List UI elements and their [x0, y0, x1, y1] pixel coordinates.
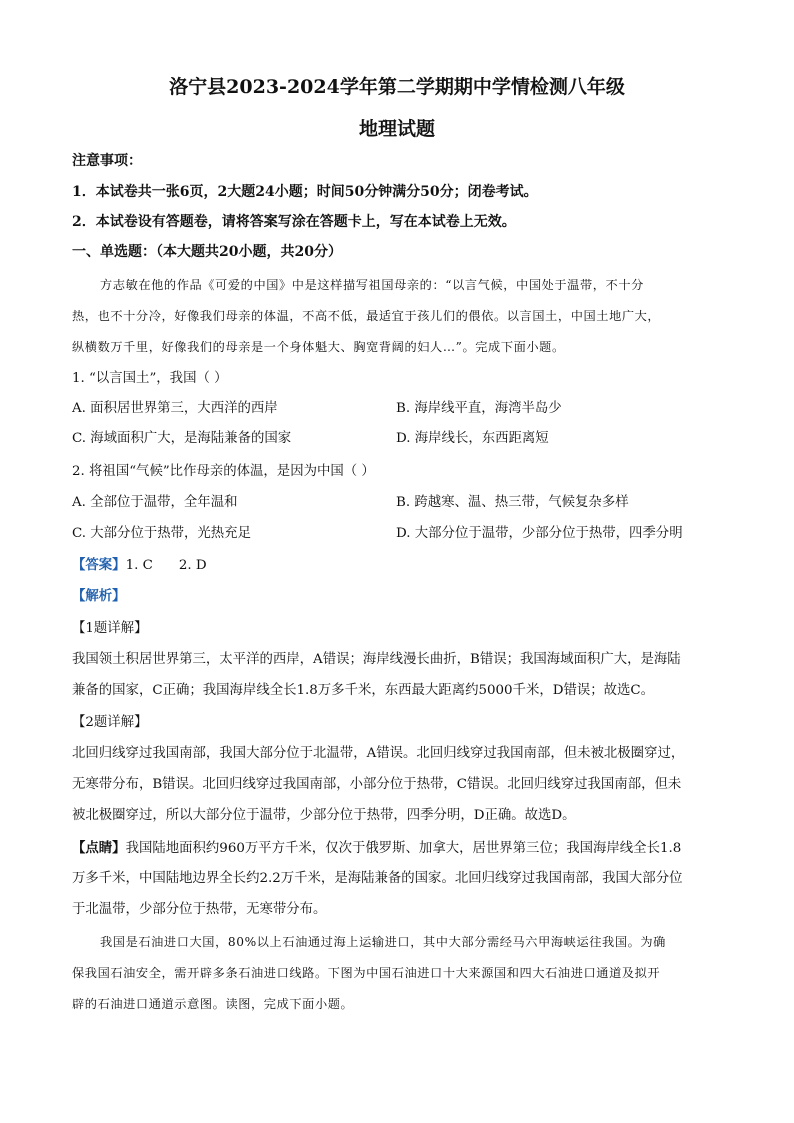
detail2-line-3: 被北极圈穿过，所以大部分位于温带，少部分位于热带，四季分明，D正确。故选D。	[72, 808, 576, 823]
notice-item-2: 2．本试卷设有答题卷，请将答案写涂在答题卡上，写在本试卷上无效。	[72, 214, 516, 230]
point-line-1	[72, 837, 722, 860]
analysis-tag: 【解析】	[72, 588, 126, 604]
detail2-line-1: 北回归线穿过我国南部，我国大部分位于北温带，A错误。北回归线穿过我国南部，但未被北极圈穿过，	[72, 746, 685, 761]
point-line-3: 于北温带，少部分位于热带，无寒带分布。	[72, 902, 327, 917]
passage1-line-2: 热，也不十分冷，好像我们母亲的体温，不高不低，最适宜于孩儿们的偎依。以言国土，中国土地广大，	[72, 309, 661, 323]
answer-line	[72, 554, 722, 577]
passage2-line-3: 辟的石油进口通道示意图。读图，完成下面小题。	[72, 997, 354, 1011]
detail1-heading: 【1题详解】	[72, 621, 148, 636]
passage1-line-3: 纵横数万千里，好像我们的母亲是一个身体魁大、胸宽背阔的妇人…”。完成下面小题。	[72, 340, 565, 354]
question2-option-d: D. 大部分位于温带，少部分位于热带，四季分明	[396, 526, 683, 541]
question2-option-c: C. 大部分位于热带，光热充足	[72, 526, 251, 541]
exam-title: 洛宁县2023-2024学年第二学期期中学情检测八年级	[169, 76, 625, 98]
question2-option-a: A. 全部位于温带，全年温和	[72, 495, 238, 510]
passage1-line-1: 方志敏在他的作品《可爱的中国》中是这样描写祖国母亲的：“以言气候，中国处于温带，不十分	[100, 278, 644, 292]
passage2-line-1: 我国是石油进口大国，80%以上石油通过海上运输进口，其中大部分需经马六甲海峡运往我国。为确	[100, 935, 666, 949]
point-line-2: 万多千米，中国陆地边界全长约2.2万千米，是海陆兼备的国家。北回归线穿过我国南部，我国大部分位	[72, 871, 683, 886]
question1-stem: 1. “以言国土”，我国（ ）	[72, 371, 228, 386]
answer-2: 2. D	[178, 558, 207, 573]
question1-option-c: C. 海域面积广大，是海陆兼备的国家	[72, 431, 292, 446]
analysis-heading	[72, 585, 722, 608]
detail1-line-1: 我国领土积居世界第三，太平洋的西岸，A错误；海岸线漫长曲折，B错误；我国海域面积广大，是海陆	[72, 652, 681, 667]
answer-1: 1. C	[125, 558, 153, 573]
detail1-line-2: 兼备的国家，C正确；我国海岸线全长1.8万多千米，东西最大距离约5000千米，D错误；故选C。	[72, 683, 655, 698]
question1-option-b: B. 海岸线平直，海湾半岛少	[396, 401, 562, 416]
question2-stem: 2. 将祖国“气候”比作母亲的体温，是因为中国（ ）	[72, 464, 375, 479]
question2-option-b: B. 跨越寒、温、热三带，气候复杂多样	[396, 495, 629, 510]
passage2-line-2: 保我国石油安全，需开辟多条石油进口线路。下图为中国石油进口十大来源国和四大石油进口通道及拟开	[72, 966, 661, 980]
question1-option-a: A. 面积居世界第三，大西洋的西岸	[72, 401, 278, 416]
detail2-heading: 【2题详解】	[72, 715, 148, 730]
point-text-1: 我国陆地面积约960万平方千米，仅次于俄罗斯、加拿大，居世界第三位；我国海岸线全长1.8	[125, 841, 682, 856]
detail2-line-2: 无寒带分布，B错误。北回归线穿过我国南部，小部分位于热带，C错误。北回归线穿过我国南部，但未	[72, 777, 682, 792]
exam-subtitle: 地理试题	[358, 118, 435, 140]
notice-heading: 注意事项：	[72, 153, 142, 169]
notice-item-1: 1．本试卷共一张6页，2大题24小题；时间50分钟满分50分；闭卷考试。	[72, 184, 538, 200]
question1-option-d: D. 海岸线长，东西距离短	[396, 431, 549, 446]
point-tag: 【点睛】	[72, 840, 126, 856]
section-heading: 一、单选题：（本大题共20小题，共20分）	[72, 244, 342, 260]
answer-tag: 【答案】	[72, 557, 126, 573]
